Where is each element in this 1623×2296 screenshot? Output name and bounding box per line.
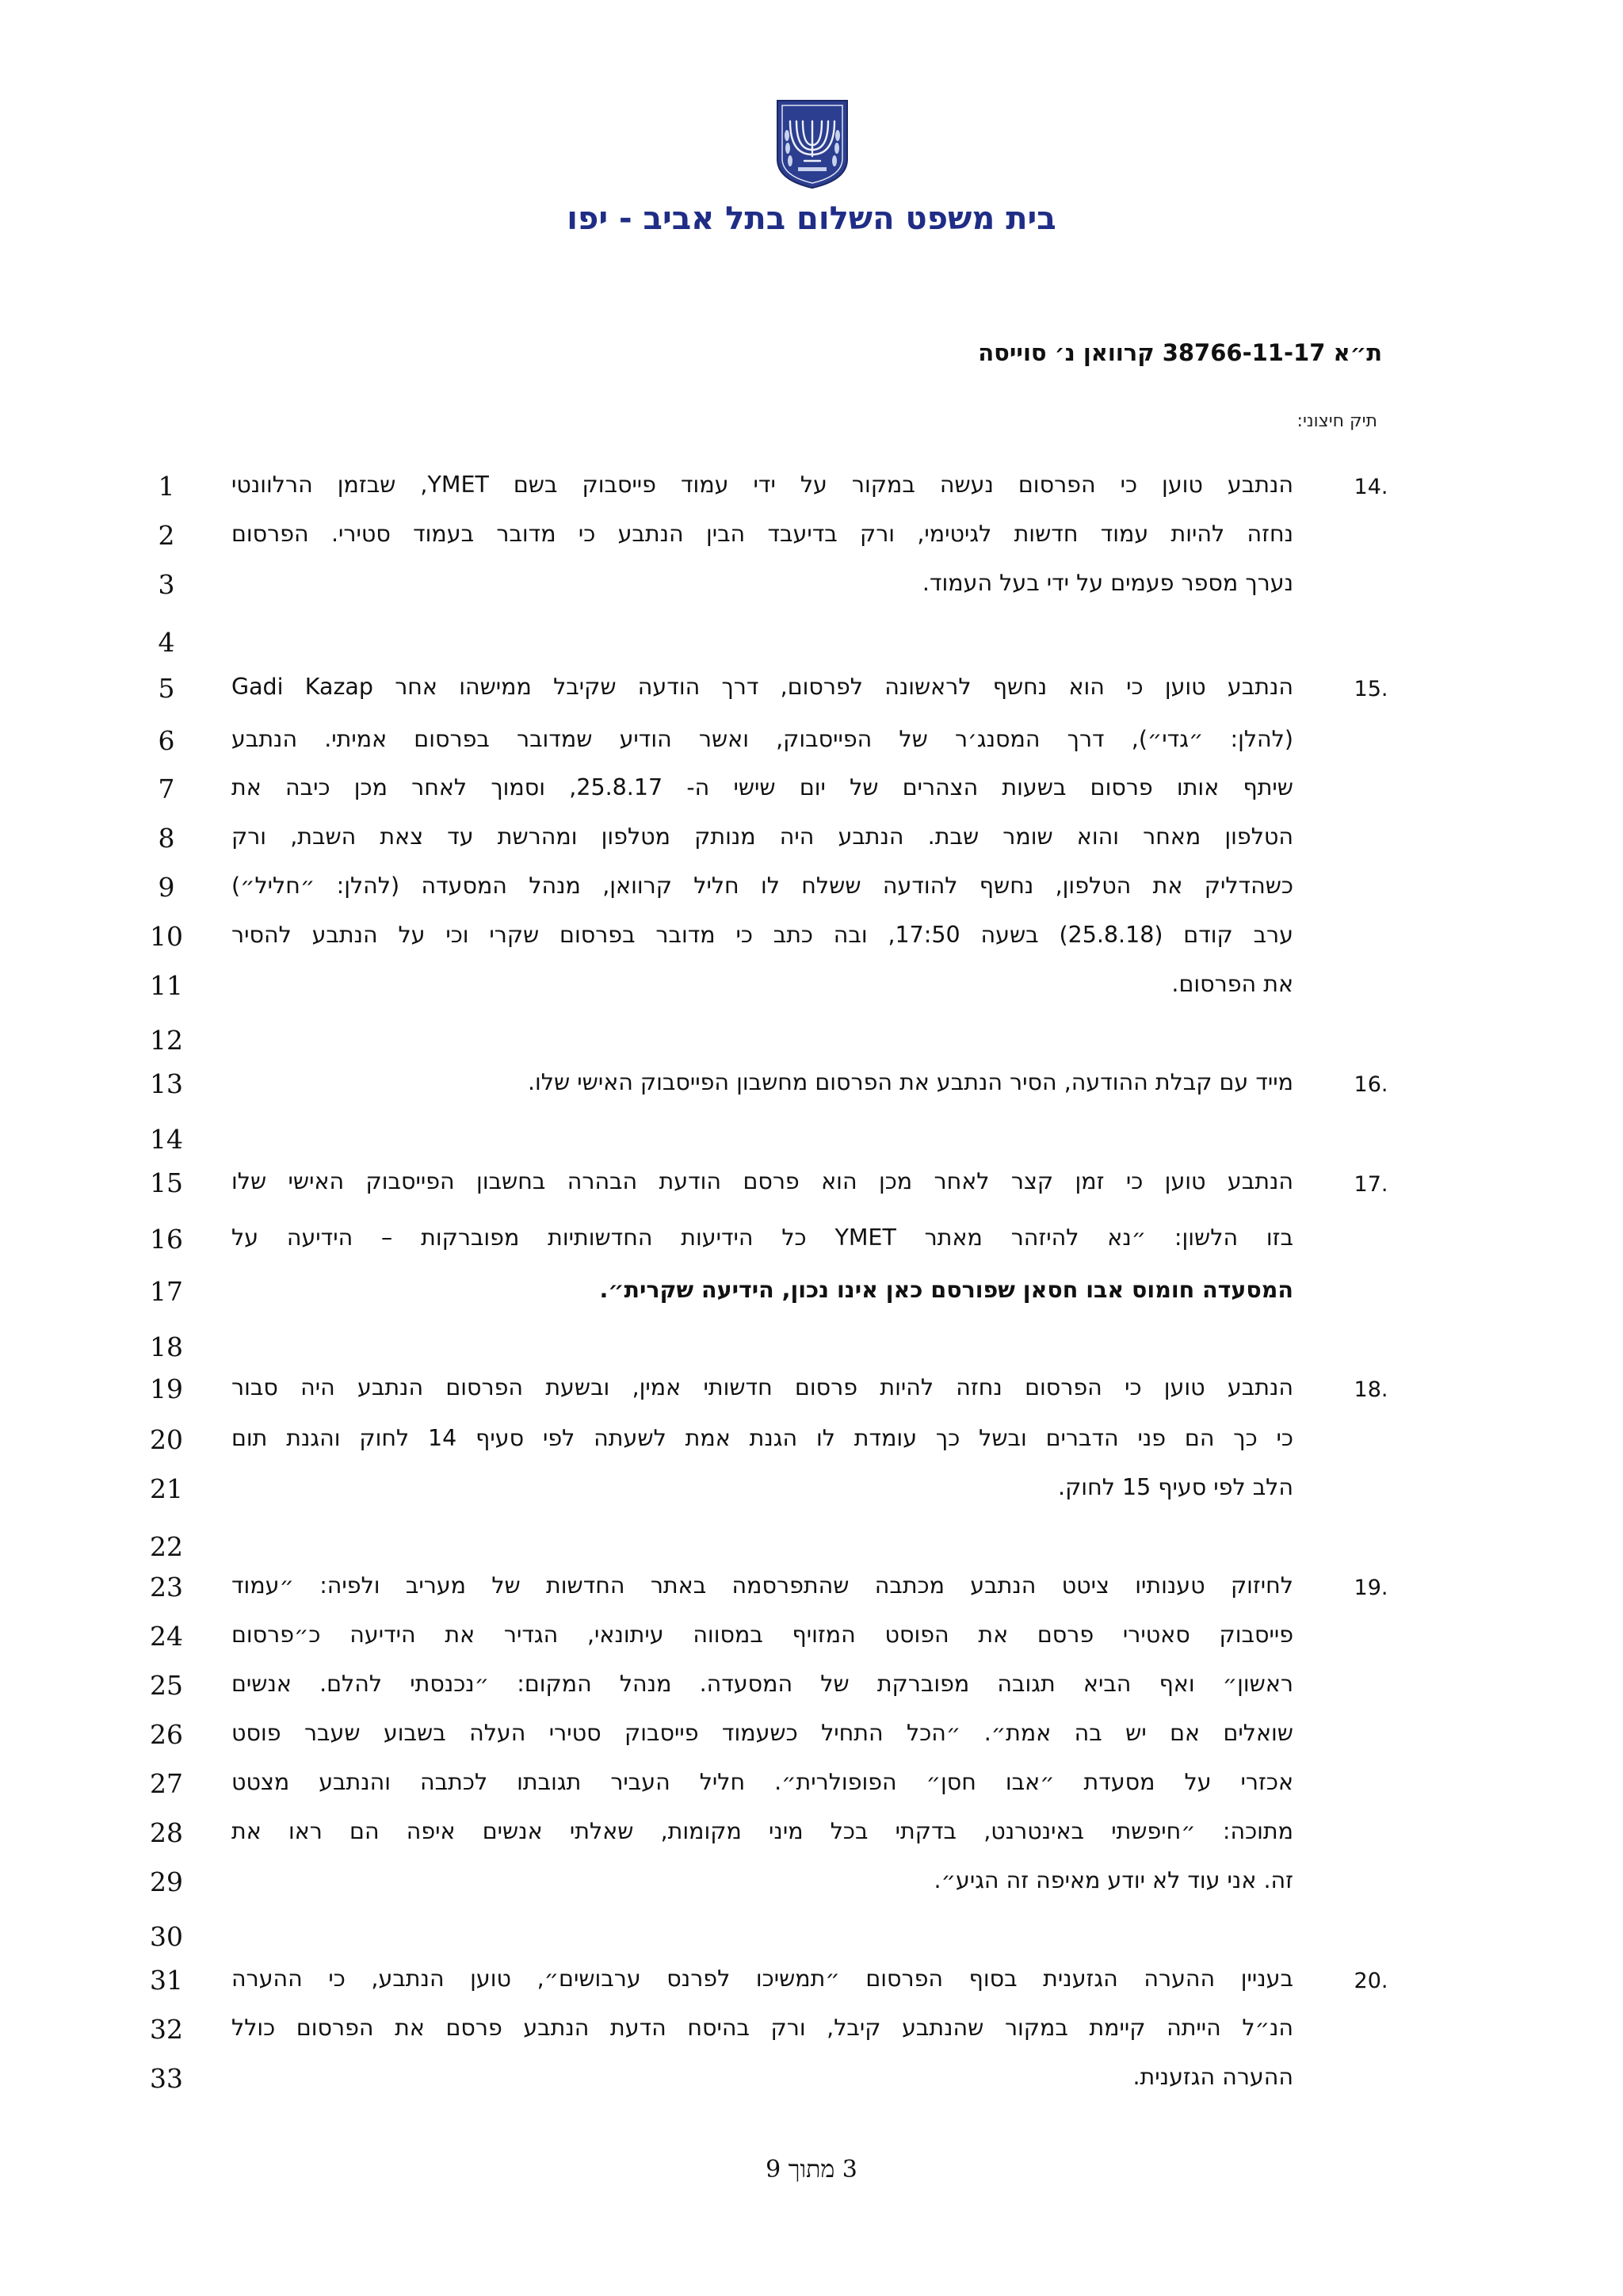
paragraph-number: 20. bbox=[1354, 1969, 1388, 1993]
paragraph-line: לחיזוק טענותיו ציטט הנתבע מכתבה שהתפרסמה באתר החדשות של מעריב ולפיה: ״עמוד bbox=[231, 1572, 1293, 1599]
paragraph-line: אכזרי על מסעדת ״אבו חסן״ הפופולרית״. חליל העביר תגובתו לכתבה והנתבע מצטט bbox=[231, 1769, 1293, 1795]
line-number: 16 bbox=[150, 1224, 183, 1255]
line-number: 26 bbox=[150, 1719, 183, 1750]
paragraph-line: שואלים אם יש בה אמת״. ״הכל התחיל כשעמוד פייסבוק סטירי העלה בשבוע שעבר פוסט bbox=[231, 1720, 1293, 1746]
line-number: 33 bbox=[150, 2063, 183, 2094]
line-number: 14 bbox=[150, 1124, 183, 1155]
paragraph-line: מתוכה: ״חיפשתי באינטרנט, בדקתי בכל מיני מקומות, שאלתי אנשים איפה הם ראו את bbox=[231, 1818, 1293, 1844]
line-number: 20 bbox=[150, 1424, 183, 1455]
court-name: בית משפט השלום בתל אביב - יפו bbox=[567, 201, 1056, 237]
paragraph-line: ההערה הגזענית. bbox=[1132, 2064, 1293, 2090]
paragraph-line: זה. אני עוד לא יודע מאיפה זה הגיע״. bbox=[934, 1867, 1293, 1893]
paragraph-line: הטלפון מאחר והוא שומר שבת. הנתבע היה מנותק מטלפון ומהרשת עד צאת השבת, ורק bbox=[231, 823, 1293, 850]
paragraph-line: הנתבע טוען כי זמן קצר לאחר מכן הוא פרסם הודעת הבהרה בחשבון הפייסבוק האישי שלו bbox=[231, 1168, 1293, 1194]
line-number: 17 bbox=[150, 1276, 183, 1307]
line-number: 28 bbox=[150, 1817, 183, 1848]
line-number: 32 bbox=[150, 2014, 183, 2045]
paragraph-line: המסעדה חומוס אבו חסאן שפורסם כאן אינו נכון, הידיעה שקרית״. bbox=[599, 1277, 1293, 1303]
paragraph-line: נערך מספר פעמים על ידי בעל העמוד. bbox=[922, 570, 1293, 596]
paragraph-line: הנתבע טוען כי הוא נחשף לראשונה לפרסום, דרך הודעה שקיבל ממישהו אחר Gadi Kazap bbox=[231, 674, 1293, 700]
paragraph-line: הנ״ל הייתה קיימת במקור שהנתבע קיבל, ורק בהיסח הדעת הנתבע פרסם את הפרסום כולל bbox=[231, 2015, 1293, 2041]
paragraph-line: כי כך הם פני הדברים ובשל כך עומדת לו הגנת אמת לשעתה לפי סעיף 14 לחוק והגנת תום bbox=[231, 1425, 1293, 1451]
line-number: 13 bbox=[150, 1068, 183, 1099]
paragraph-line: הנתבע טוען כי הפרסום נחזה להיות פרסום חדשותי אמין, ובשעת הפרסום הנתבע היה סבור bbox=[231, 1374, 1293, 1400]
state-emblem-icon bbox=[774, 97, 850, 191]
line-number: 21 bbox=[150, 1473, 183, 1504]
paragraph-line: מייד עם קבלת ההודעה, הסיר הנתבע את הפרסום מחשבון הפייסבוק האישי שלו. bbox=[527, 1069, 1293, 1095]
line-number: 11 bbox=[150, 970, 183, 1001]
line-number: 25 bbox=[150, 1670, 183, 1701]
paragraph-number: 17. bbox=[1354, 1172, 1388, 1197]
paragraph-number: 16. bbox=[1354, 1072, 1388, 1097]
paragraph-number: 15. bbox=[1354, 677, 1388, 701]
paragraph-line: ראשון״ ואף הביא תגובה מפוברקת של המסעדה. מנהל המקום: ״נכנסתי להלם. אנשים bbox=[231, 1671, 1293, 1697]
paragraph-line: כשהדליק את הטלפון, נחשף להודעה ששלח לו חליל קרוואן, מנהל המסעדה (להלן: ״חליל״) bbox=[231, 873, 1293, 899]
paragraph-line: הלב לפי סעיף 15 לחוק. bbox=[1058, 1474, 1293, 1500]
line-number: 30 bbox=[150, 1921, 183, 1952]
line-number: 19 bbox=[150, 1373, 183, 1404]
line-number: 8 bbox=[158, 823, 175, 854]
paragraph-line: את הפרסום. bbox=[1171, 971, 1293, 997]
line-number: 18 bbox=[150, 1331, 183, 1362]
paragraph-line: נחזה להיות עמוד חדשות לגיטימי, ורק בדיעבד הבין הנתבע כי מדובר בעמוד סטירי. הפרסום bbox=[231, 521, 1293, 547]
line-number: 10 bbox=[150, 921, 183, 952]
paragraph-line: בזו הלשון: ״נא להיזהר מאתר YMET כל הידיעות החדשותיות מפוברקות – הידיעה על bbox=[231, 1224, 1293, 1251]
paragraph-line: ערב קודם (25.8.18) בשעה 17:50, ובה כתב כי מדובר בפרסום שקרי וכי על הנתבע להסיר bbox=[231, 922, 1293, 948]
line-number: 24 bbox=[150, 1621, 183, 1652]
paragraph-number: 19. bbox=[1354, 1576, 1388, 1600]
line-number: 23 bbox=[150, 1572, 183, 1603]
paragraph-line: שיתף אותו פרסום בשעות הצהרים של יום שישי ה- 25.8.17, וסמוך לאחר מכן כיבה את bbox=[231, 774, 1293, 800]
line-number: 7 bbox=[158, 774, 175, 804]
paragraph-number: 14. bbox=[1354, 475, 1388, 499]
paragraph-line: בעניין ההערה הגזענית בסוף הפרסום ״תמשיכו לפרנס ערבושים״, טוען הנתבע, כי ההערה bbox=[231, 1966, 1293, 1992]
line-number: 4 bbox=[158, 627, 175, 658]
paragraph-line: פייסבוק סאטירי פרסם את הפוסט המזויף במסווה עיתונאי, הגדיר את הידיעה כ״פרסום bbox=[231, 1622, 1293, 1648]
external-file-label: תיק חיצוני: bbox=[1296, 411, 1377, 431]
line-number: 9 bbox=[158, 872, 175, 903]
line-number: 29 bbox=[150, 1866, 183, 1897]
line-number: 1 bbox=[158, 471, 175, 502]
line-number: 15 bbox=[150, 1167, 183, 1198]
case-title: ת״א 38766-11-17 קרוואן נ׳ סוייסה bbox=[978, 339, 1382, 366]
page-indicator: 3 מתוך 9 bbox=[766, 2156, 857, 2183]
paragraph-number: 18. bbox=[1354, 1377, 1388, 1402]
line-number: 6 bbox=[158, 725, 175, 756]
line-number: 22 bbox=[150, 1531, 183, 1562]
line-number: 5 bbox=[158, 673, 175, 704]
line-number: 31 bbox=[150, 1965, 183, 1996]
line-number: 2 bbox=[158, 520, 175, 551]
paragraph-line: הנתבע טוען כי הפרסום נעשה במקור על ידי עמוד פייסבוק בשם YMET, שבזמן הרלוונטי bbox=[231, 472, 1293, 498]
line-number: 3 bbox=[158, 569, 175, 600]
line-number: 12 bbox=[150, 1025, 183, 1056]
paragraph-line: (להלן: ״גדי״), דרך המסנג׳ר של הפייסבוק, ואשר הודיע שמדובר בפרסום אמיתי. הנתבע bbox=[231, 726, 1293, 752]
line-number: 27 bbox=[150, 1768, 183, 1799]
